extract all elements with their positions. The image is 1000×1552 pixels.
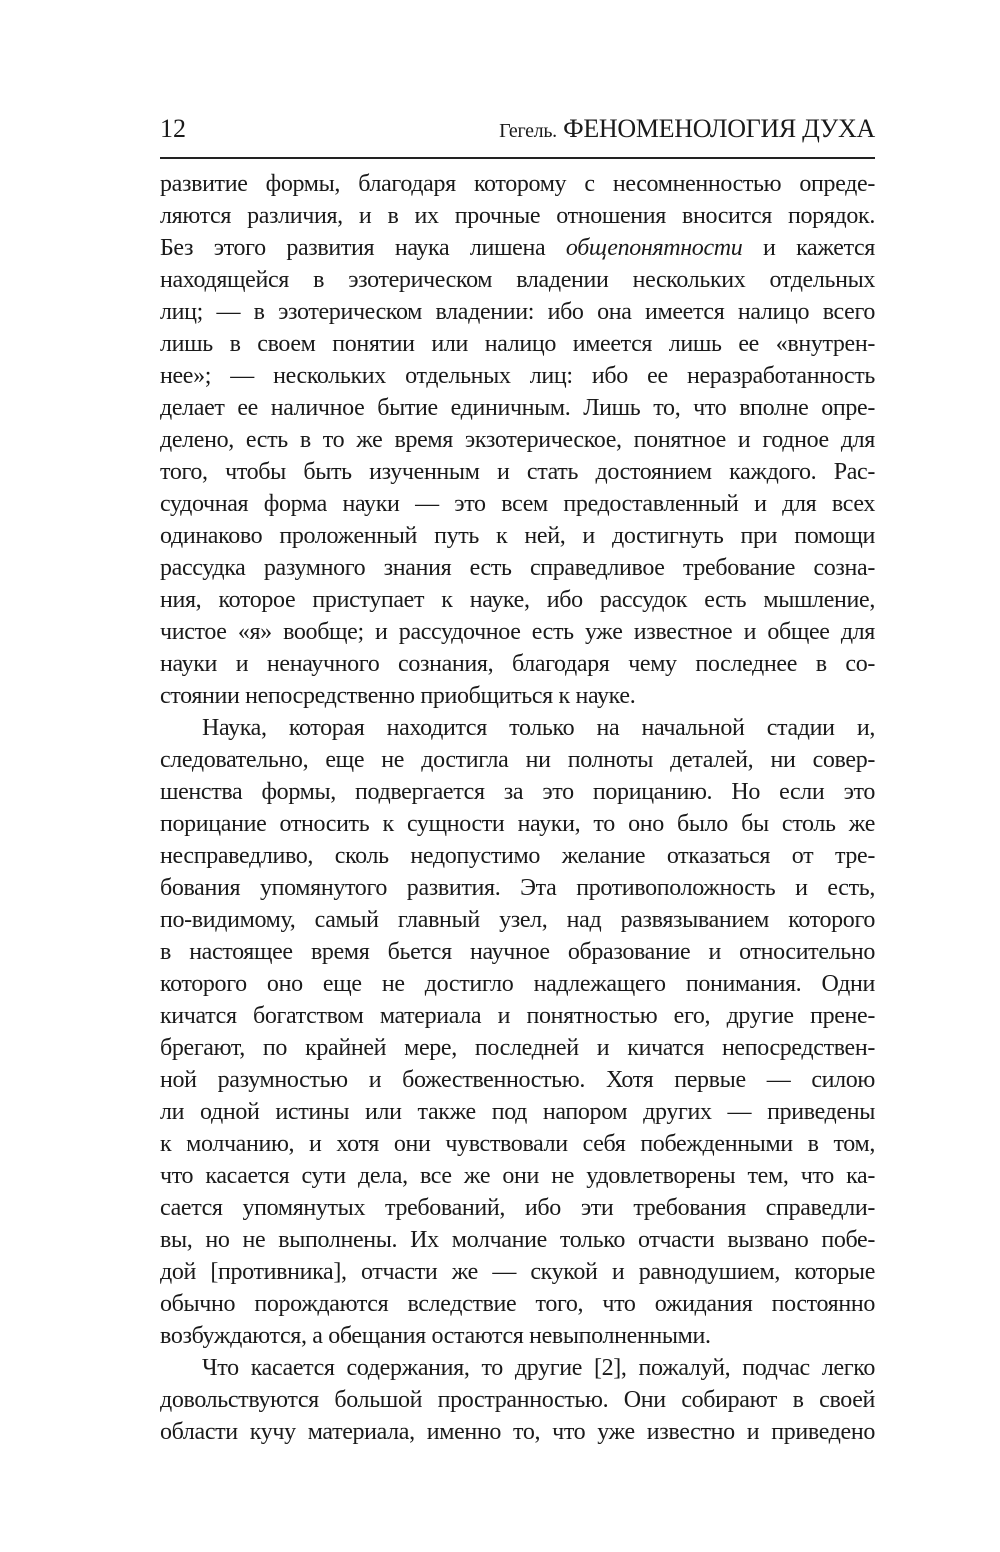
text-line: довольствуются большой пространностью. Они собирают в своей xyxy=(160,1387,875,1413)
text-line: брегают, по крайней мере, последней и кичатся непосредствен- xyxy=(160,1035,875,1061)
text-line: рассудка разумного знания есть справедливое требование созна- xyxy=(160,555,875,581)
text-line: к молчанию, и хотя они чувствовали себя побежденными в том, xyxy=(160,1131,875,1157)
text-line: дой [противника], отчасти же — скукой и равнодушием, которые xyxy=(160,1259,875,1285)
paragraph xyxy=(160,168,875,712)
text-line: по-видимому, самый главный узел, над развязыванием которого xyxy=(160,907,875,933)
text-line: находящейся в эзотерическом владении нескольких отдельных xyxy=(160,267,875,293)
book-title: ФЕНОМЕНОЛОГИЯ ДУХА xyxy=(563,114,875,143)
text-line: шенства формы, подвергается за это порицанию. Но если это xyxy=(160,779,875,805)
text-line: Что касается содержания, то другие [2], пожалуй, подчас легко xyxy=(202,1355,875,1381)
text-line: кичатся богатством материала и понятностью его, другие прене- xyxy=(160,1003,875,1029)
text-line: следовательно, еще не достигла ни полноты деталей, ни совер- xyxy=(160,747,875,773)
emphasized-term: общепонятности xyxy=(565,235,743,261)
text-line: того, чтобы быть изученным и стать достоянием каждого. Рас- xyxy=(160,459,875,485)
text-line: в настоящее время бьется научное образование и относительно xyxy=(160,939,875,965)
text-line: обычно порождаются вследствие того, что ожидания постоянно xyxy=(160,1291,875,1317)
text-line: нее»; — нескольких отдельных лиц: ибо ее неразработанность xyxy=(160,363,875,389)
paragraph xyxy=(160,712,875,1352)
text-line: сается упомянутых требований, ибо эти требования справедли- xyxy=(160,1195,875,1221)
text-line: несправедливо, сколь недопустимо желание отказаться от тре- xyxy=(160,843,875,869)
paragraph xyxy=(160,1352,875,1448)
text-line: стоянии непосредственно приобщиться к науке. xyxy=(160,683,636,709)
text-line: ной разумностью и божественностью. Хотя первые — силою xyxy=(160,1067,875,1093)
text-line: Наука, которая находится только на начальной стадии и, xyxy=(202,715,875,741)
text-line: делает ее наличное бытие единичным. Лишь то, что вполне опре- xyxy=(160,395,875,421)
text-line: развитие формы, благодаря которому с несомненностью опреде- xyxy=(160,171,875,197)
text-line: возбуждаются, а обещания остаются невыполненными. xyxy=(160,1323,711,1349)
text-line: что касается сути дела, все же они не удовлетворены тем, что ка- xyxy=(160,1163,875,1189)
running-title xyxy=(499,114,875,144)
text-fragment: Без этого развития наука лишена xyxy=(160,235,566,261)
header-rule xyxy=(160,157,875,159)
text-line: науки и ненаучного сознания, благодаря чему последнее в со- xyxy=(160,651,875,677)
text-line: ния, которое приступает к науке, ибо рассудок есть мышление, xyxy=(160,587,875,613)
text-line: лишь в своем понятии или налицо имеется лишь ее «внутрен- xyxy=(160,331,875,357)
text-line: лиц; — в эзотерическом владении: ибо она имеется налицо всего xyxy=(160,299,875,325)
text-line: ляются различия, и в их прочные отношения вносится порядок. xyxy=(160,203,875,229)
page-number: 12 xyxy=(160,114,186,143)
text-line: ли одной истины или также под напором других — приведены xyxy=(160,1099,875,1125)
text-line xyxy=(160,232,875,264)
text-line: делено, есть в то же время экзотерическое, понятное и годное для xyxy=(160,427,875,453)
body-text xyxy=(160,168,875,1448)
text-line: вы, но не выполнены. Их молчание только отчасти вызвано побе- xyxy=(160,1227,875,1253)
text-line: бования упомянутого развития. Эта противоположность и есть, xyxy=(160,875,875,901)
text-line: чистое «я» вообще; и рассудочное есть уже известное и общее для xyxy=(160,619,875,645)
running-header xyxy=(160,114,875,150)
author-name: Гегель. xyxy=(499,120,557,142)
text-line: области кучу материала, именно то, что уже известно и приведено xyxy=(160,1419,875,1445)
text-line: порицание относить к сущности науки, то оно было бы столь же xyxy=(160,811,875,837)
text-line: которого оно еще не достигло надлежащего понимания. Одни xyxy=(160,971,875,997)
text-line: судочная форма науки — это всем предоставленный и для всех xyxy=(160,491,875,517)
text-line: одинаково проложенный путь к ней, и достигнуть при помощи xyxy=(160,523,875,549)
text-fragment: и кажется xyxy=(742,235,875,261)
